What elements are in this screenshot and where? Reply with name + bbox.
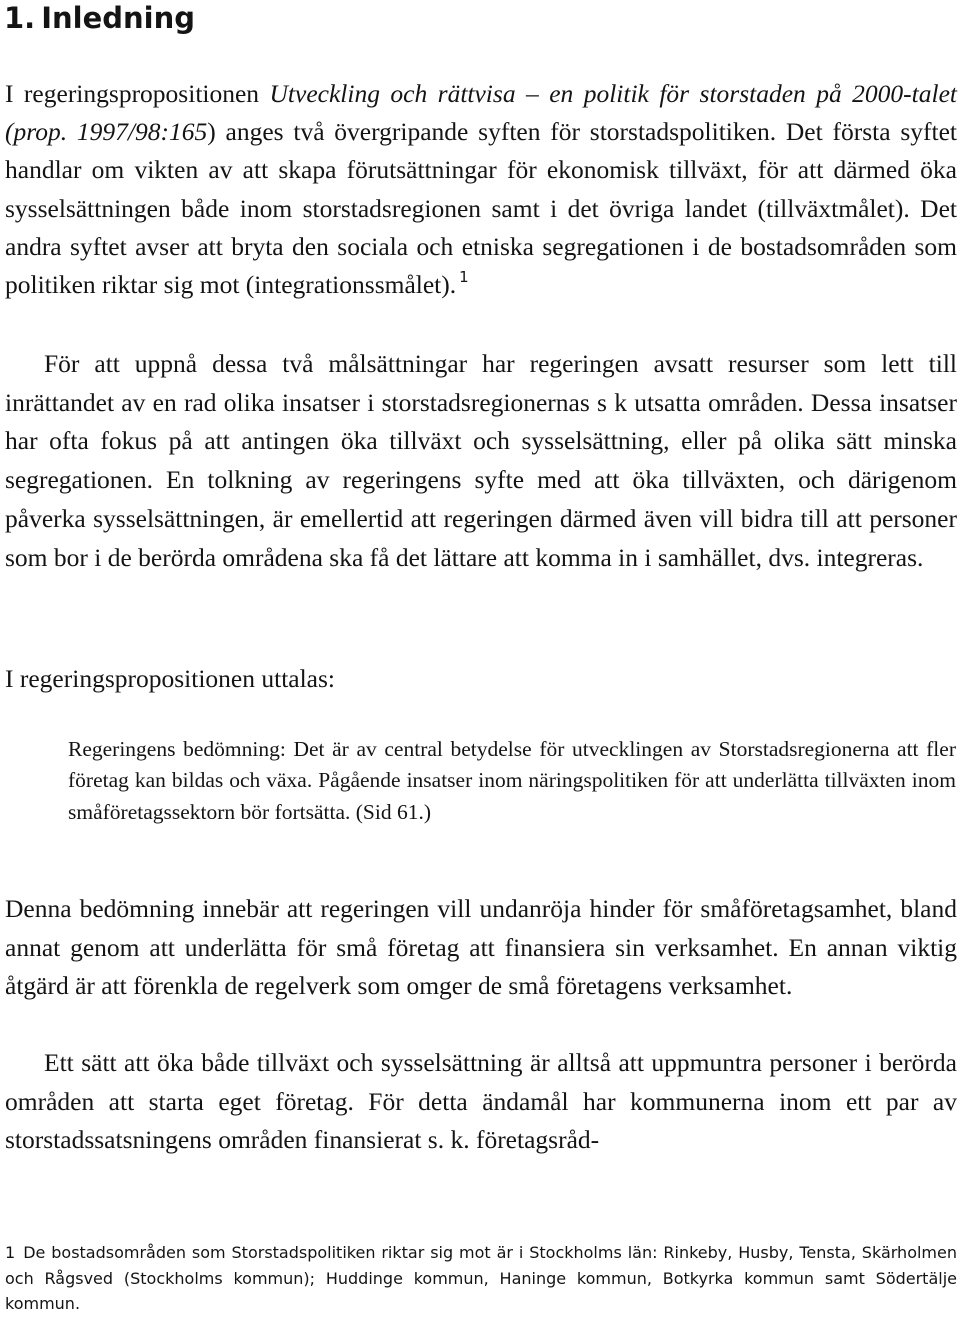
footnote-text: De bostadsområden som Storstadspolitiken riktar sig mot är i Stockholms län: Rinkeby, Husby, Tensta, Skärholmen och Rågsved (Stockholms kommun); Huddinge kommun, Haninge kommun, Botkyrka kommun samt Södertälje kommun. (5, 1243, 957, 1313)
proposition-statement-intro: I regeringspropositionen uttalas: (5, 664, 336, 693)
measures-paragraph: För att uppnå dessa två målsättningar har regeringen avsatt resurser som lett till inrättandet av en rad olika insatser i storstadsregionernas s k utsatta områden. Dessa insatser har ofta fokus på att antingen öka tillväxt och sysselsättning, eller på olika sätt minska segregationen. En tolkning av regeringens syfte med att öka tillväxten, och därigenom påverka sysselsättningen, är emellertid att regeringen därmed även vill bidra till att personer som bor i de berörda områdena ska få det lättare att komma in i samhället, dvs. integreras. (5, 349, 957, 572)
section-title: Inledning (41, 1, 195, 35)
entrepreneurship-paragraph: Ett sätt att öka både tillväxt och sysselsättning är alltså att uppmuntra personer i berörda områden att starta eget företag. För detta ändamål har kommunerna inom ett par av storstadssatsningens områden finansierat s. k. företagsråd- (5, 1048, 957, 1155)
proposition-title: Utveckling och rättvisa – en politik för storstaden på 2000-talet (prop. 1997/98:165 (5, 79, 957, 147)
footnote-reference: 1 (459, 268, 469, 287)
intro-paragraph (5, 75, 957, 307)
assessment-paragraph: Denna bedömning innebär att regeringen vill undanröja hinder för småföretagsamhet, bland annat genom att underlätta för små företag att finansiera sin verksamhet. En annan viktig åtgärd är att förenkla de regelverk som omger de små företagens verksamhet. (5, 894, 957, 1001)
footnote-number: 1 (5, 1243, 16, 1262)
section-number: 1. (4, 1, 36, 35)
intro-text: ) anges två övergripande syften för storstadspolitiken. Det första syftet handlar om vikten av att skapa förutsättningar för ekonomisk tillväxt, för att därmed öka sysselsättningen både inom storstadsregionen samt i det övriga landet (tillväxtmålet). Det andra syftet avser att bryta den sociala och etniska segregationen i de bostadsområden som politiken riktar sig mot (integrationssmålet). (5, 117, 957, 300)
intro-lead: I regeringspropositionen (5, 79, 270, 108)
section-heading (4, 0, 195, 36)
footnote (5, 1240, 957, 1317)
block-quote: Regeringens bedömning: Det är av central betydelse för utvecklingen av Storstadsregionerna att fler företag kan bildas och växa. Pågående insatser inom näringspolitiken för att underlätta tillväxten inom småföretagssektorn bör fortsätta. (Sid 61.) (68, 737, 956, 824)
